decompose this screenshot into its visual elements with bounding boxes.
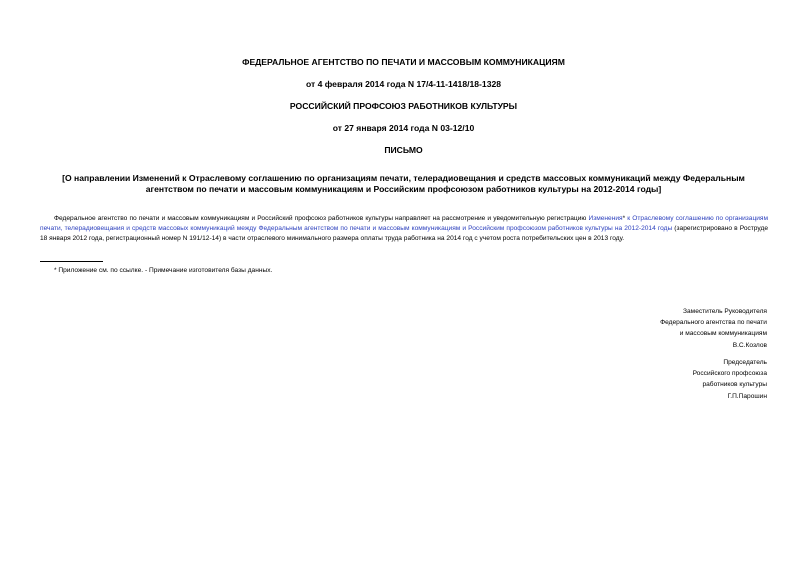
signature-position-line: Председатель xyxy=(723,359,767,366)
signature-position-line: и массовым коммуникациям xyxy=(679,330,767,338)
footnote-divider xyxy=(40,261,103,262)
body-tail: (зарегистрировано в Роструде 18 января 2012 года, регистрационный номер N 191/12-14) в части отраслевого минимального размера оплаты труда работника на 2014 год с учетом роста потребительских цен в 2013 году. xyxy=(40,225,768,243)
signature-block-union xyxy=(693,357,767,402)
agreement-link[interactable]: к Отраслевому соглашению по организациям печати, телерадиовещания и средств массовых коммуникаций между Федеральным агентством по печати и массовым коммуникациям и Российским профсоюзом работников культуры на 2012-2014 годы xyxy=(40,215,769,233)
agency-reference: от 4 февраля 2014 года N 17/4-11-1418/18-1328 xyxy=(305,79,502,89)
changes-link[interactable]: Изменения xyxy=(588,215,623,222)
signature-position-line: Российского профсоюза xyxy=(692,370,767,378)
signatory-name: Г.П.Парошин xyxy=(727,392,767,400)
agency-title: ФЕДЕРАЛЬНОЕ АГЕНТСТВО ПО ПЕЧАТИ И МАССОВЫМ КОММУНИКАЦИЯМ xyxy=(242,57,565,67)
signature-position-line: Заместитель Руководителя xyxy=(683,308,767,315)
document-subject xyxy=(50,173,757,195)
footnote-text: * Приложение см. по ссылке. - Примечание изготовителя базы данных. xyxy=(54,267,273,274)
document-type: ПИСЬМО xyxy=(384,145,423,155)
signatory-name: В.С.Козлов xyxy=(732,341,767,349)
footnote-marker: * xyxy=(622,215,628,222)
subject-line-1: [О направлении Изменений к Отраслевому соглашению по организациям печати, телерадиовещания и средств массовых коммуникаций между Федеральным xyxy=(62,173,745,183)
signature-position-line: Федерального агентства по печати xyxy=(660,319,767,327)
body-paragraph xyxy=(40,214,768,245)
body-intro: Федеральное агентство по печати и массовым коммуникациям и Российский профсоюз работников культуры направляет на рассмотрение и уведомительную регистрацию xyxy=(54,215,589,222)
union-reference: от 27 января 2014 года N 03-12/10 xyxy=(332,123,475,133)
signature-position-line: работников культуры xyxy=(702,381,767,389)
subject-line-2: агентством по печати и массовым коммуникациям и Российским профсоюзом работников культуры на 2012-2014 годы] xyxy=(145,184,662,194)
union-title: РОССИЙСКИЙ ПРОФСОЮЗ РАБОТНИКОВ КУЛЬТУРЫ xyxy=(289,101,518,111)
signature-block-agency xyxy=(660,306,767,351)
